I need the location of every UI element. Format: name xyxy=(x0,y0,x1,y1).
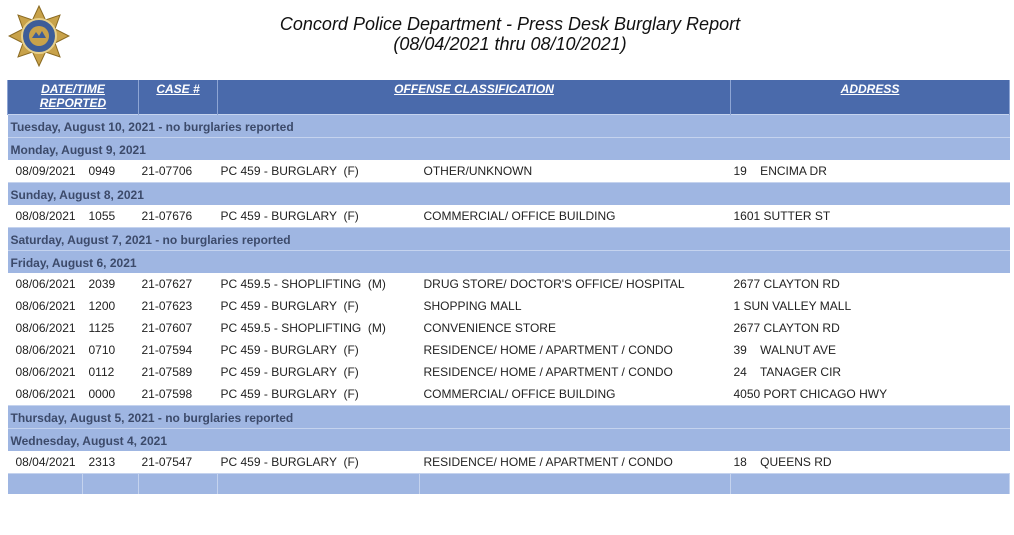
cell-date: 08/09/2021 xyxy=(8,160,83,183)
cell-time: 0949 xyxy=(83,160,139,183)
day-header-row xyxy=(8,183,1010,206)
footer-cell xyxy=(218,474,420,495)
cell-address: 18 QUEENS RD xyxy=(731,451,1010,474)
cell-date: 08/06/2021 xyxy=(8,361,83,383)
cell-offense-code: PC 459 - BURGLARY (F) xyxy=(218,383,420,406)
cell-offense-code: PC 459 - BURGLARY (F) xyxy=(218,160,420,183)
cell-offense-code: PC 459 - BURGLARY (F) xyxy=(218,339,420,361)
cell-address: 1 SUN VALLEY MALL xyxy=(731,295,1010,317)
cell-date: 08/06/2021 xyxy=(8,339,83,361)
day-header-label: Monday, August 9, 2021 xyxy=(8,138,1010,161)
cell-offense-code: PC 459 - BURGLARY (F) xyxy=(218,361,420,383)
report-date-range: (08/04/2021 thru 08/10/2021) xyxy=(393,34,627,54)
column-header-address: ADDRESS xyxy=(731,80,1010,115)
cell-case-number: 21-07676 xyxy=(139,205,218,228)
cell-date: 08/06/2021 xyxy=(8,383,83,406)
cell-case-number: 21-07706 xyxy=(139,160,218,183)
day-header-row xyxy=(8,228,1010,251)
table-row xyxy=(8,451,1010,474)
day-header-row xyxy=(8,406,1010,429)
table-row xyxy=(8,383,1010,406)
cell-address: 4050 PORT CHICAGO HWY xyxy=(731,383,1010,406)
cell-time: 2039 xyxy=(83,273,139,295)
cell-address: 2677 CLAYTON RD xyxy=(731,317,1010,339)
cell-location-type: COMMERCIAL/ OFFICE BUILDING xyxy=(420,205,731,228)
day-header-row xyxy=(8,429,1010,452)
cell-location-type: RESIDENCE/ HOME / APARTMENT / CONDO xyxy=(420,339,731,361)
cell-date: 08/08/2021 xyxy=(8,205,83,228)
cell-location-type: RESIDENCE/ HOME / APARTMENT / CONDO xyxy=(420,451,731,474)
cell-case-number: 21-07589 xyxy=(139,361,218,383)
table-row xyxy=(8,361,1010,383)
day-header-label: Wednesday, August 4, 2021 xyxy=(8,429,1010,452)
footer-cell xyxy=(83,474,139,495)
cell-address: 24 TANAGER CIR xyxy=(731,361,1010,383)
day-header-label: Thursday, August 5, 2021 - no burglaries reported xyxy=(8,406,1010,429)
table-row xyxy=(8,339,1010,361)
cell-date: 08/06/2021 xyxy=(8,317,83,339)
cell-date: 08/06/2021 xyxy=(8,295,83,317)
footer-cell xyxy=(731,474,1010,495)
day-header-label: Sunday, August 8, 2021 xyxy=(8,183,1010,206)
day-header-row xyxy=(8,251,1010,274)
cell-address: 1601 SUTTER ST xyxy=(731,205,1010,228)
cell-location-type: COMMERCIAL/ OFFICE BUILDING xyxy=(420,383,731,406)
cell-case-number: 21-07547 xyxy=(139,451,218,474)
report-body xyxy=(8,115,1010,495)
cell-time: 1200 xyxy=(83,295,139,317)
day-header-label: Tuesday, August 10, 2021 - no burglaries reported xyxy=(8,115,1010,138)
day-header-row xyxy=(8,115,1010,138)
cell-address: 19 ENCIMA DR xyxy=(731,160,1010,183)
day-header-row xyxy=(8,138,1010,161)
cell-time: 0710 xyxy=(83,339,139,361)
cell-offense-code: PC 459 - BURGLARY (F) xyxy=(218,205,420,228)
police-badge-logo xyxy=(8,5,70,67)
cell-case-number: 21-07623 xyxy=(139,295,218,317)
cell-case-number: 21-07607 xyxy=(139,317,218,339)
table-row xyxy=(8,295,1010,317)
cell-case-number: 21-07627 xyxy=(139,273,218,295)
cell-time: 1055 xyxy=(83,205,139,228)
cell-time: 0112 xyxy=(83,361,139,383)
cell-case-number: 21-07594 xyxy=(139,339,218,361)
cell-offense-code: PC 459 - BURGLARY (F) xyxy=(218,451,420,474)
cell-time: 2313 xyxy=(83,451,139,474)
table-footer-row xyxy=(8,474,1010,495)
cell-case-number: 21-07598 xyxy=(139,383,218,406)
footer-cell xyxy=(139,474,218,495)
day-header-label: Friday, August 6, 2021 xyxy=(8,251,1010,274)
cell-location-type: CONVENIENCE STORE xyxy=(420,317,731,339)
column-header-date-time: DATE/TIME REPORTED xyxy=(8,80,139,115)
cell-time: 1125 xyxy=(83,317,139,339)
burglary-report-table xyxy=(7,80,1010,494)
column-header-offense: OFFENSE CLASSIFICATION xyxy=(218,80,731,115)
table-row xyxy=(8,273,1010,295)
cell-address: 2677 CLAYTON RD xyxy=(731,273,1010,295)
table-row xyxy=(8,160,1010,183)
cell-offense-code: PC 459.5 - SHOPLIFTING (M) xyxy=(218,273,420,295)
cell-date: 08/04/2021 xyxy=(8,451,83,474)
table-row xyxy=(8,205,1010,228)
cell-address: 39 WALNUT AVE xyxy=(731,339,1010,361)
table-header-row xyxy=(8,80,1010,115)
cell-time: 0000 xyxy=(83,383,139,406)
cell-location-type: DRUG STORE/ DOCTOR'S OFFICE/ HOSPITAL xyxy=(420,273,731,295)
cell-offense-code: PC 459 - BURGLARY (F) xyxy=(218,295,420,317)
cell-date: 08/06/2021 xyxy=(8,273,83,295)
footer-cell xyxy=(420,474,731,495)
cell-offense-code: PC 459.5 - SHOPLIFTING (M) xyxy=(218,317,420,339)
column-header-case: CASE # xyxy=(139,80,218,115)
cell-location-type: SHOPPING MALL xyxy=(420,295,731,317)
cell-location-type: RESIDENCE/ HOME / APARTMENT / CONDO xyxy=(420,361,731,383)
table-row xyxy=(8,317,1010,339)
cell-location-type: OTHER/UNKNOWN xyxy=(420,160,731,183)
report-title: Concord Police Department - Press Desk Burglary Report xyxy=(279,14,741,34)
report-title-block xyxy=(170,14,850,54)
footer-cell xyxy=(8,474,83,495)
day-header-label: Saturday, August 7, 2021 - no burglaries reported xyxy=(8,228,1010,251)
